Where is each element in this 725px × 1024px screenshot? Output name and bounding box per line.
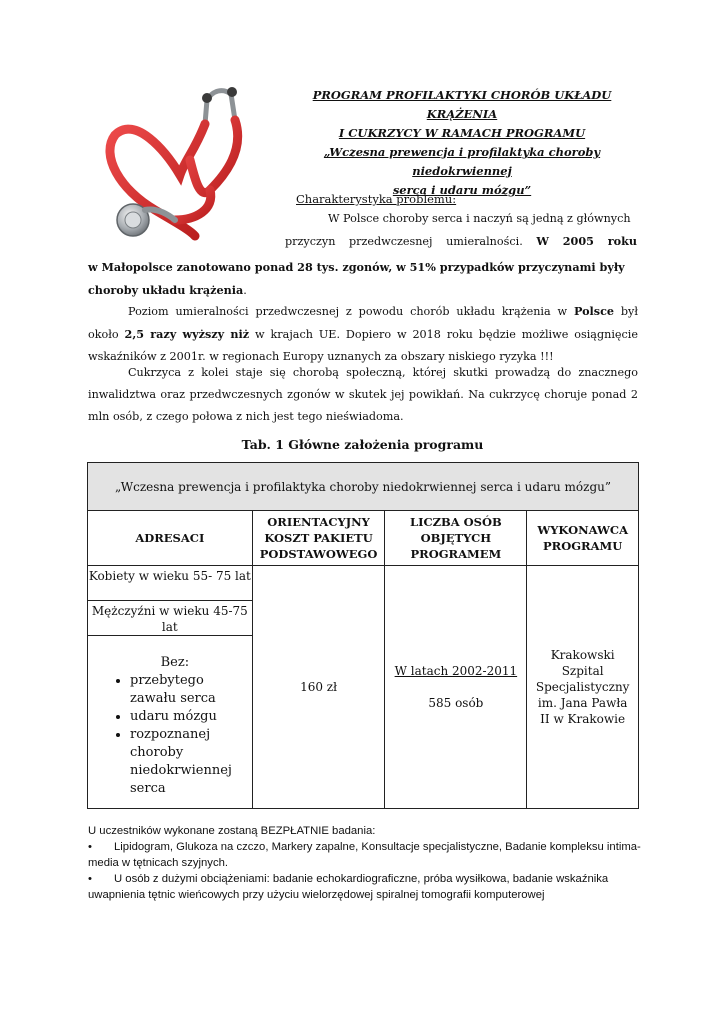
- p2-bold-polska: Polsce: [573, 304, 615, 318]
- program-period: W latach 2002-2011: [394, 664, 518, 678]
- list-item: • udaru mózgu: [130, 708, 244, 726]
- title-line-3: „Wczesna prewencja i profilaktyka choroby niedokrwiennej: [323, 145, 601, 178]
- addressees-cell: [88, 566, 253, 809]
- col-header-koszt: ORIENTACYJNY KOSZT PAKIETU PODSTAWOWEGO: [252, 511, 385, 566]
- list-item: [88, 839, 648, 871]
- exclusion-title: Bez:: [160, 655, 190, 670]
- title-line-2: I CUKRZYCY W RAMACH PROGRAMU: [338, 126, 586, 140]
- p1-bold-year: W 2005 roku: [536, 234, 638, 248]
- bullet: •: [88, 841, 92, 853]
- paragraph-1-line-1: W Polsce choroby serca i naczyń są jedną z głównych: [328, 212, 631, 225]
- test-item-1: Lipidogram, Glukoza na czczo, Markery zapalne, Konsultacje specjalistyczne, Badanie kompleksu intima-media w tętnicach szyjnych.: [88, 841, 641, 869]
- stethoscope-heart-icon: [95, 80, 275, 250]
- program-table: [87, 462, 639, 809]
- exclusion-criteria: [88, 636, 252, 808]
- free-tests-intro: U uczestników wykonane zostaną BEZPŁATNIE badania:: [88, 825, 376, 837]
- col-header-liczba: LICZBA OSÓB OBJĘTYCH PROGRAMEM: [385, 511, 527, 566]
- exclusion-list: [106, 672, 244, 798]
- p2-text-e: w krajach UE. Dopiero w 2018 roku będzie możliwe osiągnięcie wskaźników z 2001r. w regionach Europy uznanych za obszary niskiego ryzyka !!!: [88, 328, 638, 363]
- paragraph-3: Cukrzyca z kolei staje się chorobą społeczną, której skutki prowadzą do znacznego inwalidztwa oraz przedwczesnych zgonów w skutek jej powikłań. Na cukrzycę choruje ponad 2 mln osób, z czego połowa z nich jest tego nieświadoma.: [88, 366, 638, 423]
- executor-cell: Krakowski Szpital Specjalistyczny im. Jana Pawła II w Krakowie: [527, 566, 639, 809]
- paragraph-2: [88, 300, 638, 368]
- addressee-women: Kobiety w wieku 55- 75 lat: [88, 566, 252, 601]
- bullet: •: [88, 873, 92, 885]
- program-title: [282, 86, 642, 200]
- p2-bold-ratio: 2,5 razy wyższy niż: [124, 327, 250, 341]
- p1-bold-stats: w Małopolsce zanotowano ponad 28 tys. zgonów, w 51% przypadków przyczynami były choroby układu krążenia: [88, 260, 625, 297]
- title-line-1: PROGRAM PROFILAKTYKI CHORÓB UKŁADU KRĄŻENIA: [312, 88, 612, 121]
- list-item: • przebytego zawału serca: [130, 672, 244, 708]
- col-header-wykonawca: WYKONAWCA PROGRAMU: [527, 511, 639, 566]
- table-caption: Tab. 1 Główne założenia programu: [241, 437, 484, 452]
- persons-cell: [385, 566, 527, 809]
- title-line-4: serca i udaru mózgu”: [392, 183, 532, 197]
- cost-cell: 160 zł: [252, 566, 385, 809]
- p1-plain: przyczyn przedwczesnej umieralności.: [285, 235, 523, 248]
- p1-end: .: [243, 284, 247, 297]
- program-persons: 585 osób: [428, 696, 484, 710]
- section-heading: Charakterystyka problemu:: [296, 192, 457, 206]
- col-header-adresaci: ADRESACI: [88, 511, 253, 566]
- p2-text-a: Poziom umieralności przedwczesnej z powodu chorób układu krążenia w: [128, 305, 568, 318]
- program-name-header: „Wczesna prewencja i profilaktyka choroby niedokrwiennej serca i udaru mózgu”: [88, 463, 639, 511]
- paragraph-1-continued: [88, 256, 638, 302]
- paragraph-1-line-2: [285, 234, 637, 248]
- free-tests-section: [88, 823, 648, 903]
- test-item-2: U osób z dużymi obciążeniami: badanie echokardiograficzne, próba wysiłkowa, badanie wskaźnika uwapnienia tętnic wieńcowych przy użyciu wielorzędowej spiralnej tomografii komputerowej: [88, 873, 609, 901]
- addressee-men: Mężczyźni w wieku 45-75 lat: [88, 601, 252, 636]
- list-item: [88, 871, 648, 903]
- p2-text-c: był około: [88, 305, 638, 341]
- list-item: • rozpoznanej choroby niedokrwiennej serca: [130, 726, 244, 798]
